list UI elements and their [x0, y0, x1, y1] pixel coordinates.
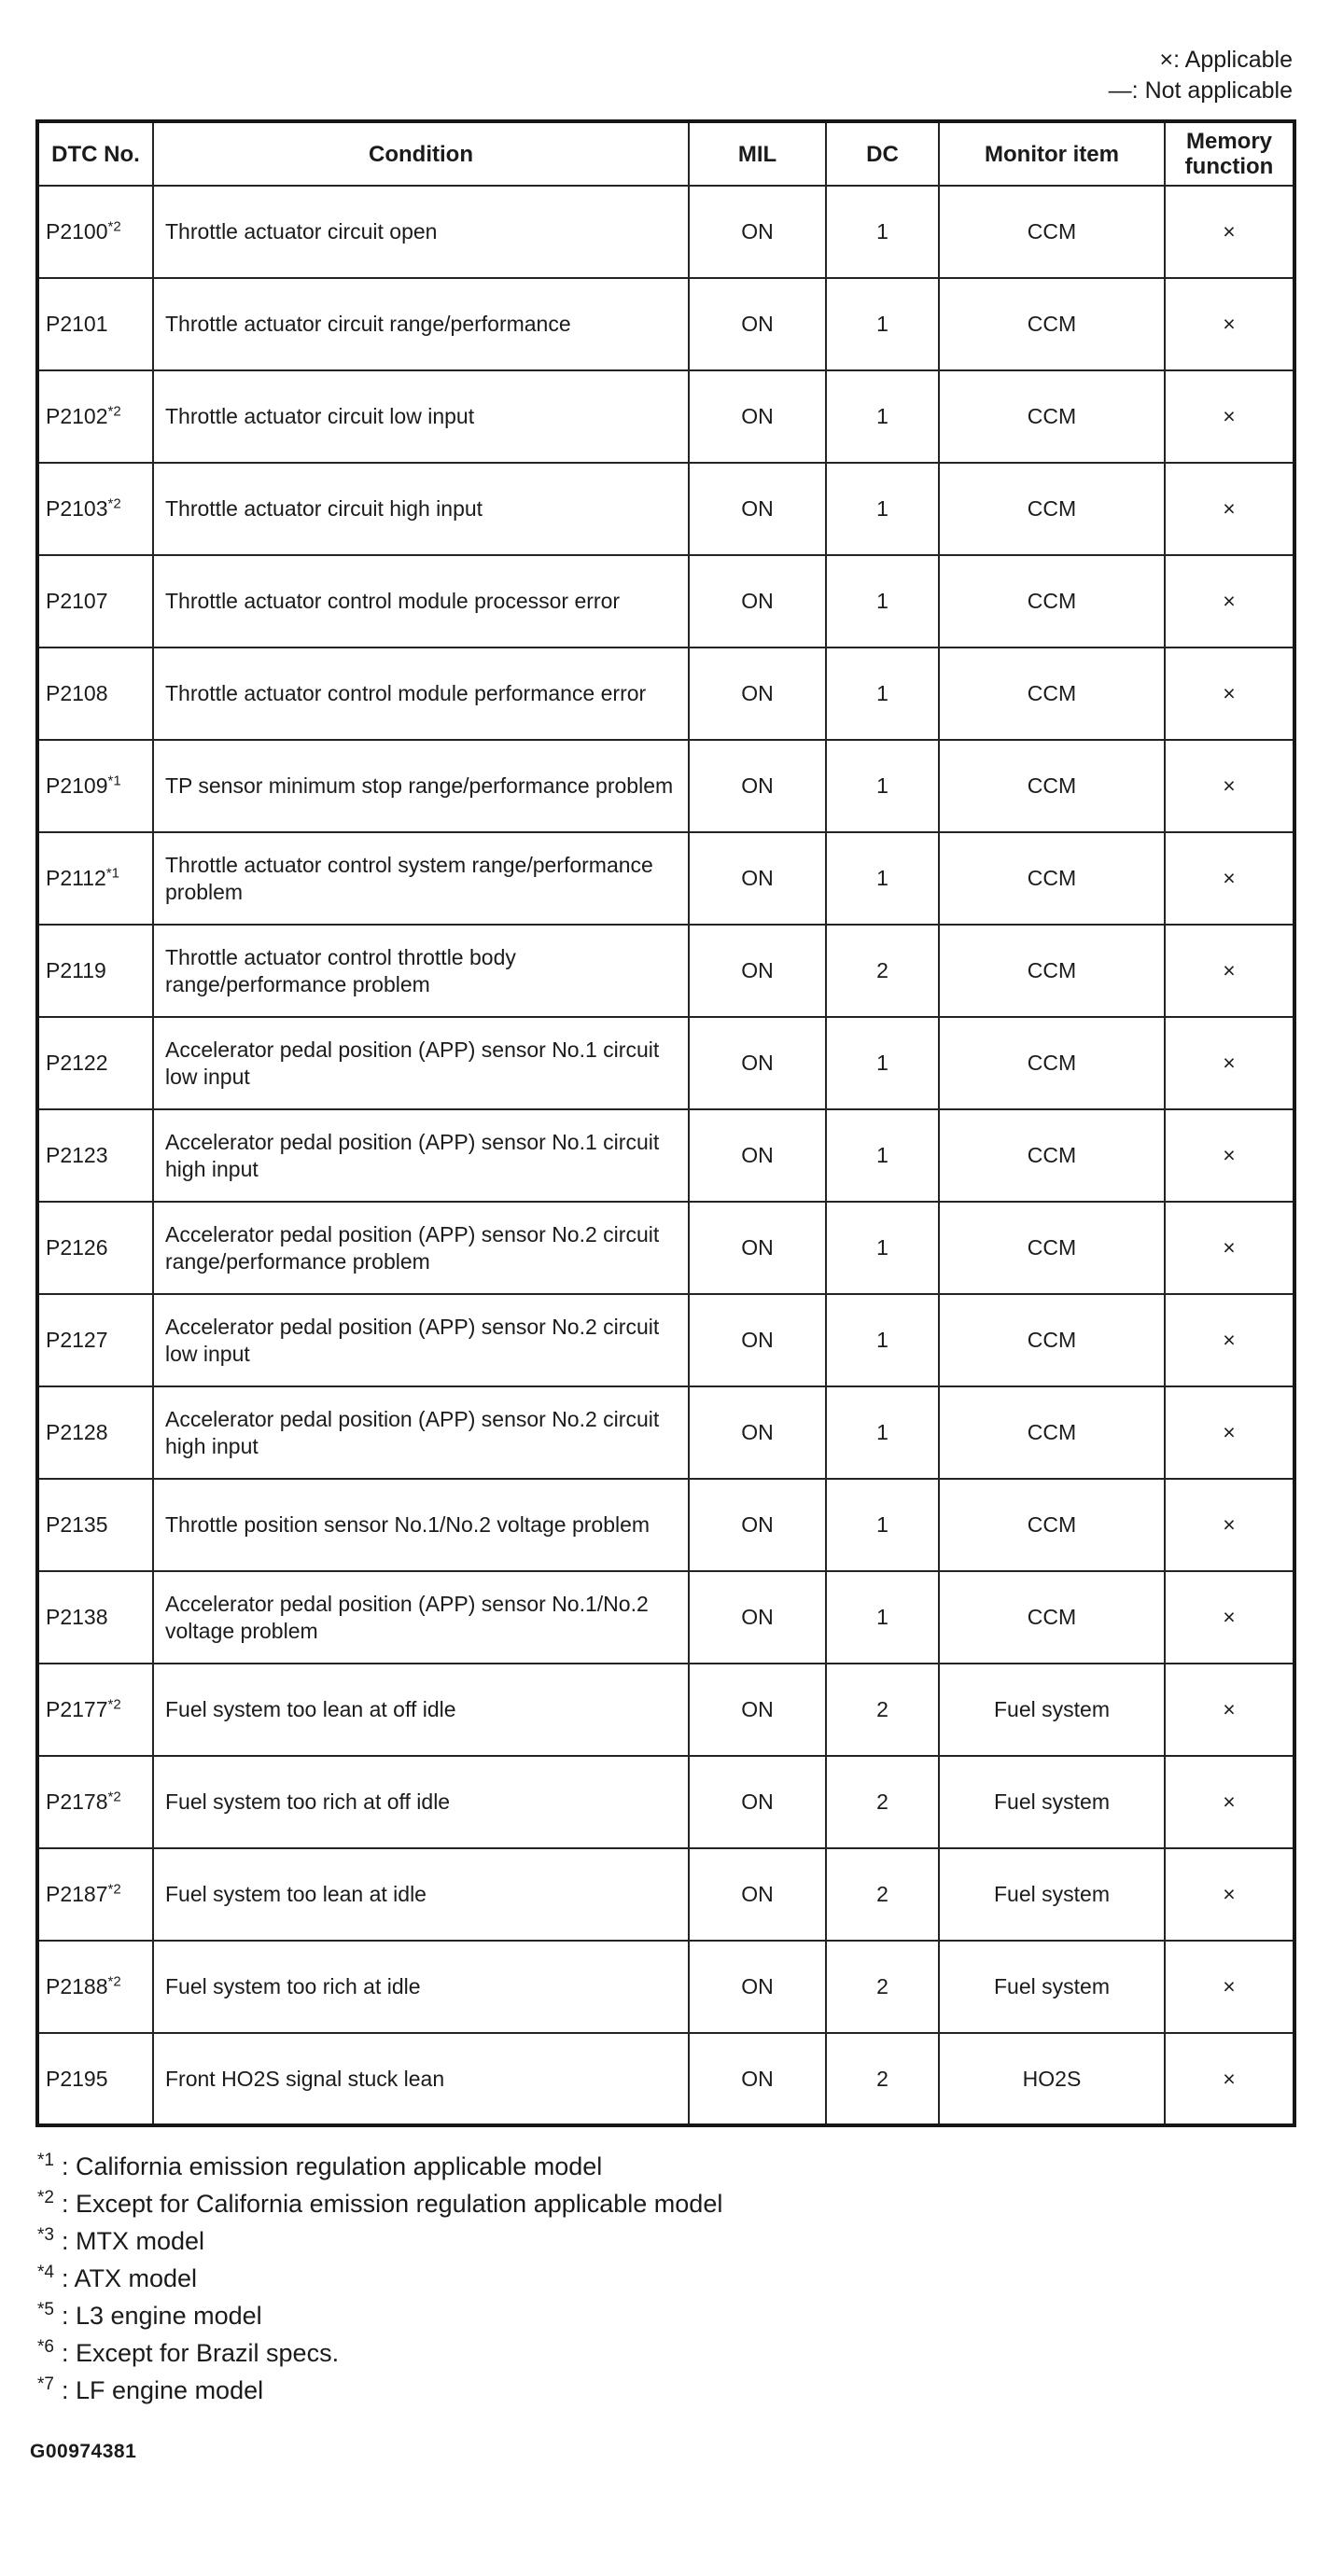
dtc-code-cell [37, 370, 153, 463]
table-row [37, 555, 1294, 647]
dtc-code: P2112 [46, 866, 106, 890]
footnote [37, 2297, 1343, 2334]
table-row [37, 186, 1294, 278]
dtc-code-cell [37, 1294, 153, 1386]
condition-cell: Fuel system too lean at off idle [153, 1664, 689, 1756]
col-header-mil: MIL [689, 121, 826, 186]
dtc-code: P2122 [46, 1051, 108, 1075]
monitor-cell: CCM [939, 647, 1165, 740]
mil-cell: ON [689, 186, 826, 278]
dtc-footnote-marker: *2 [107, 1696, 121, 1713]
dtc-footnote-marker: *2 [107, 495, 121, 512]
dtc-code-cell [37, 1941, 153, 2033]
monitor-cell: CCM [939, 1294, 1165, 1386]
dc-cell: 1 [826, 278, 939, 370]
mil-cell: ON [689, 1941, 826, 2033]
table-row [37, 463, 1294, 555]
footnote [37, 2148, 1343, 2185]
dtc-code: P2135 [46, 1512, 108, 1537]
dtc-code: P2103 [46, 496, 108, 521]
mil-cell: ON [689, 740, 826, 832]
mil-cell: ON [689, 278, 826, 370]
mil-cell: ON [689, 1109, 826, 1202]
mil-cell: ON [689, 1202, 826, 1294]
dtc-code-cell [37, 1664, 153, 1756]
condition-cell: Front HO2S signal stuck lean [153, 2033, 689, 2125]
dtc-code-cell [37, 1017, 153, 1109]
dtc-code-cell [37, 925, 153, 1017]
monitor-cell: CCM [939, 832, 1165, 925]
monitor-cell: Fuel system [939, 1756, 1165, 1848]
monitor-cell: CCM [939, 1017, 1165, 1109]
dtc-code: P2128 [46, 1420, 108, 1444]
mil-cell: ON [689, 555, 826, 647]
mil-cell: ON [689, 1386, 826, 1479]
table-header-row [37, 121, 1294, 186]
dc-cell: 1 [826, 1017, 939, 1109]
footnote-marker: *3 [37, 2225, 54, 2245]
condition-cell: Accelerator pedal position (APP) sensor No.1 circuit high input [153, 1109, 689, 1202]
dc-cell: 2 [826, 1756, 939, 1848]
memory-cell: × [1165, 647, 1294, 740]
col-header-dtc-no: DTC No. [37, 121, 153, 186]
dtc-code: P2123 [46, 1143, 108, 1167]
footnote-text: : MTX model [61, 2227, 205, 2255]
dtc-code-cell [37, 463, 153, 555]
footnote [37, 2222, 1343, 2260]
memory-cell: × [1165, 1571, 1294, 1664]
monitor-cell: CCM [939, 925, 1165, 1017]
memory-cell: × [1165, 463, 1294, 555]
memory-cell: × [1165, 2033, 1294, 2125]
table-row [37, 1848, 1294, 1941]
table-row [37, 647, 1294, 740]
monitor-cell: CCM [939, 1109, 1165, 1202]
mil-cell: ON [689, 1664, 826, 1756]
mil-cell: ON [689, 647, 826, 740]
dtc-footnote-marker: *2 [107, 1881, 121, 1898]
memory-cell: × [1165, 1386, 1294, 1479]
dtc-code: P2119 [46, 958, 106, 982]
dtc-code: P2177 [46, 1697, 108, 1721]
dc-cell: 1 [826, 1109, 939, 1202]
memory-cell: × [1165, 1664, 1294, 1756]
footnote-text: : Except for Brazil specs. [61, 2339, 340, 2367]
condition-cell: Throttle actuator circuit range/performance [153, 278, 689, 370]
dtc-footnote-marker: *1 [105, 865, 119, 882]
footnote [37, 2372, 1343, 2409]
dc-cell: 1 [826, 1571, 939, 1664]
dtc-code: P2195 [46, 2066, 108, 2091]
condition-cell: Accelerator pedal position (APP) sensor No.2 circuit high input [153, 1386, 689, 1479]
memory-cell: × [1165, 1756, 1294, 1848]
mil-cell: ON [689, 1848, 826, 1941]
table-row [37, 1941, 1294, 2033]
condition-cell: Throttle actuator control module performance error [153, 647, 689, 740]
footnote-marker: *2 [37, 2188, 54, 2207]
col-header-monitor-item: Monitor item [939, 121, 1165, 186]
dc-cell: 2 [826, 1664, 939, 1756]
condition-cell: Throttle actuator circuit low input [153, 370, 689, 463]
condition-cell: Accelerator pedal position (APP) sensor No.2 circuit range/performance problem [153, 1202, 689, 1294]
dc-cell: 2 [826, 1941, 939, 2033]
table-row [37, 1756, 1294, 1848]
dtc-footnote-marker: *2 [107, 403, 121, 420]
monitor-cell: CCM [939, 1202, 1165, 1294]
mil-cell: ON [689, 1479, 826, 1571]
table-row [37, 1386, 1294, 1479]
mil-cell: ON [689, 2033, 826, 2125]
dtc-code-cell [37, 740, 153, 832]
memory-cell: × [1165, 1294, 1294, 1386]
footnote-marker: *1 [37, 2151, 54, 2170]
table-row [37, 1479, 1294, 1571]
condition-cell: Fuel system too rich at off idle [153, 1756, 689, 1848]
mil-cell: ON [689, 1571, 826, 1664]
table-row [37, 1571, 1294, 1664]
dtc-code-cell [37, 1756, 153, 1848]
condition-cell: TP sensor minimum stop range/performance problem [153, 740, 689, 832]
footnote-text: : LF engine model [61, 2376, 264, 2404]
footnote [37, 2185, 1343, 2222]
memory-cell: × [1165, 1017, 1294, 1109]
footnote-marker: *6 [37, 2337, 54, 2357]
monitor-cell: Fuel system [939, 1941, 1165, 2033]
condition-cell: Fuel system too lean at idle [153, 1848, 689, 1941]
table-row [37, 370, 1294, 463]
condition-cell: Throttle actuator circuit open [153, 186, 689, 278]
dtc-code: P2109 [46, 773, 108, 798]
memory-cell: × [1165, 278, 1294, 370]
dtc-code-cell [37, 2033, 153, 2125]
dtc-code: P2102 [46, 404, 108, 428]
figure-id: G00974381 [30, 2441, 137, 2462]
monitor-cell: CCM [939, 555, 1165, 647]
dtc-code-cell [37, 1479, 153, 1571]
dtc-code-cell [37, 832, 153, 925]
footnote-text: : ATX model [61, 2264, 198, 2292]
dc-cell: 1 [826, 832, 939, 925]
memory-cell: × [1165, 925, 1294, 1017]
footnote [37, 2260, 1343, 2297]
dtc-code: P2187 [46, 1882, 108, 1906]
condition-cell: Throttle actuator control throttle body range/performance problem [153, 925, 689, 1017]
legend-applicable: ×: Applicable [1159, 47, 1293, 73]
dtc-footnote-marker: *2 [107, 1973, 121, 1990]
mil-cell: ON [689, 370, 826, 463]
condition-cell: Throttle actuator control module processor error [153, 555, 689, 647]
dtc-code: P2101 [46, 312, 108, 336]
dtc-footnote-marker: *2 [107, 1789, 121, 1805]
dtc-code-cell [37, 1109, 153, 1202]
table-row [37, 1017, 1294, 1109]
monitor-cell: CCM [939, 370, 1165, 463]
dtc-code: P2100 [46, 219, 108, 244]
dc-cell: 1 [826, 186, 939, 278]
condition-cell: Accelerator pedal position (APP) sensor No.2 circuit low input [153, 1294, 689, 1386]
col-header-memory-function: Memory function [1165, 121, 1294, 186]
footnote [37, 2334, 1343, 2372]
memory-cell: × [1165, 555, 1294, 647]
condition-cell: Fuel system too rich at idle [153, 1941, 689, 2033]
dtc-code-cell [37, 1571, 153, 1664]
dtc-code-cell [37, 278, 153, 370]
monitor-cell: CCM [939, 1386, 1165, 1479]
dc-cell: 1 [826, 1294, 939, 1386]
monitor-cell: CCM [939, 186, 1165, 278]
mil-cell: ON [689, 832, 826, 925]
dc-cell: 2 [826, 1848, 939, 1941]
memory-cell: × [1165, 186, 1294, 278]
footnotes [37, 2148, 1343, 2409]
monitor-cell: Fuel system [939, 1664, 1165, 1756]
dtc-code-cell [37, 555, 153, 647]
dtc-table [35, 119, 1296, 2127]
dtc-code-cell [37, 1848, 153, 1941]
memory-cell: × [1165, 1202, 1294, 1294]
table-row [37, 832, 1294, 925]
table-row [37, 1109, 1294, 1202]
memory-cell: × [1165, 740, 1294, 832]
dtc-code: P2107 [46, 589, 108, 613]
condition-cell: Throttle actuator circuit high input [153, 463, 689, 555]
monitor-cell: CCM [939, 1479, 1165, 1571]
table-row [37, 2033, 1294, 2125]
monitor-cell: CCM [939, 463, 1165, 555]
table-row [37, 1294, 1294, 1386]
col-header-dc: DC [826, 121, 939, 186]
monitor-cell: Fuel system [939, 1848, 1165, 1941]
dc-cell: 1 [826, 1386, 939, 1479]
dtc-code: P2127 [46, 1328, 108, 1352]
monitor-cell: HO2S [939, 2033, 1165, 2125]
table-row [37, 925, 1294, 1017]
mil-cell: ON [689, 1294, 826, 1386]
dtc-footnote-marker: *1 [107, 773, 121, 789]
condition-cell: Throttle actuator control system range/performance problem [153, 832, 689, 925]
dtc-code: P2178 [46, 1789, 108, 1814]
memory-cell: × [1165, 1848, 1294, 1941]
footnote-text: : Except for California emission regulation applicable model [61, 2190, 723, 2218]
dc-cell: 1 [826, 740, 939, 832]
dc-cell: 1 [826, 555, 939, 647]
dtc-code-cell [37, 647, 153, 740]
memory-cell: × [1165, 1941, 1294, 2033]
dtc-code-cell [37, 186, 153, 278]
monitor-cell: CCM [939, 1571, 1165, 1664]
dc-cell: 1 [826, 1202, 939, 1294]
col-header-condition: Condition [153, 121, 689, 186]
dc-cell: 1 [826, 1479, 939, 1571]
memory-cell: × [1165, 832, 1294, 925]
footnote-marker: *5 [37, 2300, 54, 2319]
dtc-code: P2126 [46, 1235, 108, 1260]
mil-cell: ON [689, 463, 826, 555]
dtc-code-cell [37, 1386, 153, 1479]
dtc-code-cell [37, 1202, 153, 1294]
dtc-code: P2108 [46, 681, 108, 705]
table-row [37, 278, 1294, 370]
table-row [37, 1202, 1294, 1294]
mil-cell: ON [689, 1017, 826, 1109]
dtc-code: P2138 [46, 1605, 108, 1629]
dc-cell: 2 [826, 925, 939, 1017]
table-row [37, 740, 1294, 832]
footnote-marker: *4 [37, 2263, 54, 2282]
dtc-code: P2188 [46, 1974, 108, 1998]
legend [0, 45, 1293, 106]
memory-cell: × [1165, 1479, 1294, 1571]
footnote-text: : L3 engine model [61, 2302, 262, 2330]
dtc-footnote-marker: *2 [107, 218, 121, 235]
legend-not-applicable: —: Not applicable [1108, 77, 1293, 104]
memory-cell: × [1165, 1109, 1294, 1202]
table-row [37, 1664, 1294, 1756]
dc-cell: 2 [826, 2033, 939, 2125]
dc-cell: 1 [826, 647, 939, 740]
monitor-cell: CCM [939, 740, 1165, 832]
monitor-cell: CCM [939, 278, 1165, 370]
footnote-text: : California emission regulation applicable model [61, 2152, 603, 2180]
condition-cell: Throttle position sensor No.1/No.2 voltage problem [153, 1479, 689, 1571]
mil-cell: ON [689, 925, 826, 1017]
dc-cell: 1 [826, 463, 939, 555]
memory-cell: × [1165, 370, 1294, 463]
mil-cell: ON [689, 1756, 826, 1848]
condition-cell: Accelerator pedal position (APP) sensor No.1/No.2 voltage problem [153, 1571, 689, 1664]
dc-cell: 1 [826, 370, 939, 463]
condition-cell: Accelerator pedal position (APP) sensor No.1 circuit low input [153, 1017, 689, 1109]
footnote-marker: *7 [37, 2374, 54, 2394]
